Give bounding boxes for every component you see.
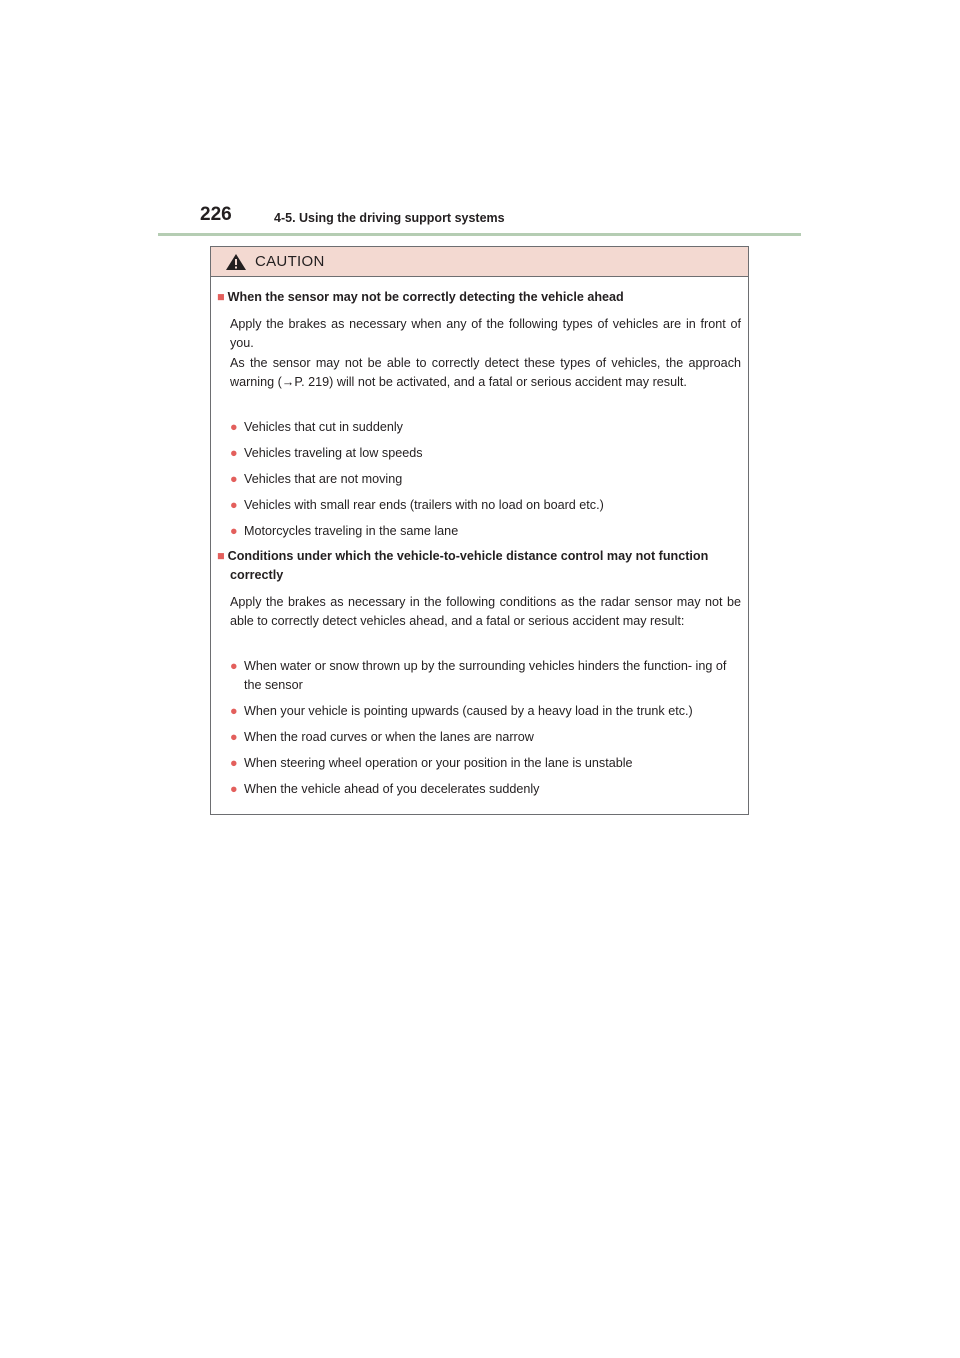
header-divider <box>158 233 801 236</box>
paragraph: Apply the brakes as necessary in the following conditions as the radar sensor may not be able to correctly detect vehicles ahead, and a fatal or serious accident may result: <box>230 595 741 629</box>
circle-bullet-icon: ● <box>230 756 238 770</box>
circle-bullet-icon: ● <box>230 524 238 538</box>
circle-bullet-icon: ● <box>230 498 238 512</box>
circle-bullet-icon: ● <box>230 472 238 486</box>
caution-box <box>210 246 749 815</box>
paragraph: As the sensor may not be able to correctly detect these types of vehicles, the approach warning (→P. 219) will not be activated, and a fatal or serious accident may result. <box>230 356 741 390</box>
paragraph: Apply the brakes as necessary when any of the following types of vehicles are in front of you. <box>230 317 741 351</box>
circle-bullet-icon: ● <box>230 704 238 718</box>
list-item: ● When the vehicle ahead of you decelerates suddenly <box>230 780 745 799</box>
list-item: ● When steering wheel operation or your position in the lane is unstable <box>230 754 745 773</box>
caution-header <box>211 247 748 277</box>
page-header <box>158 200 801 238</box>
list-item: ● Vehicles with small rear ends (trailers with no load on board etc.) <box>230 496 745 515</box>
square-bullet-icon: ■ <box>217 549 225 563</box>
list-item: ● When the road curves or when the lanes are narrow <box>230 728 745 747</box>
section-title: 4-5. Using the driving support systems <box>274 211 505 225</box>
list-item: ● Vehicles that are not moving <box>230 470 745 489</box>
circle-bullet-icon: ● <box>230 782 238 796</box>
section-heading-distance-control: ■ Conditions under which the vehicle-to-vehicle distance control may not function correctly <box>217 549 709 583</box>
circle-bullet-icon: ● <box>230 659 238 673</box>
list-item: ● Vehicles that cut in suddenly <box>230 418 745 437</box>
section-heading-sensor-detection: ■ When the sensor may not be correctly detecting the vehicle ahead <box>217 290 624 304</box>
list-item: ● Vehicles traveling at low speeds <box>230 444 745 463</box>
list-item: ● When your vehicle is pointing upwards (caused by a heavy load in the trunk etc.) <box>230 702 745 721</box>
list-item: ● When water or snow thrown up by the surrounding vehicles hinders the function- ing of the sensor <box>230 659 727 693</box>
page-number: 226 <box>200 204 232 225</box>
warning-triangle-icon <box>225 253 247 271</box>
circle-bullet-icon: ● <box>230 446 238 460</box>
square-bullet-icon: ■ <box>217 290 225 304</box>
circle-bullet-icon: ● <box>230 730 238 744</box>
list-item: ● Motorcycles traveling in the same lane <box>230 522 745 541</box>
caution-label: CAUTION <box>255 253 325 270</box>
circle-bullet-icon: ● <box>230 420 238 434</box>
